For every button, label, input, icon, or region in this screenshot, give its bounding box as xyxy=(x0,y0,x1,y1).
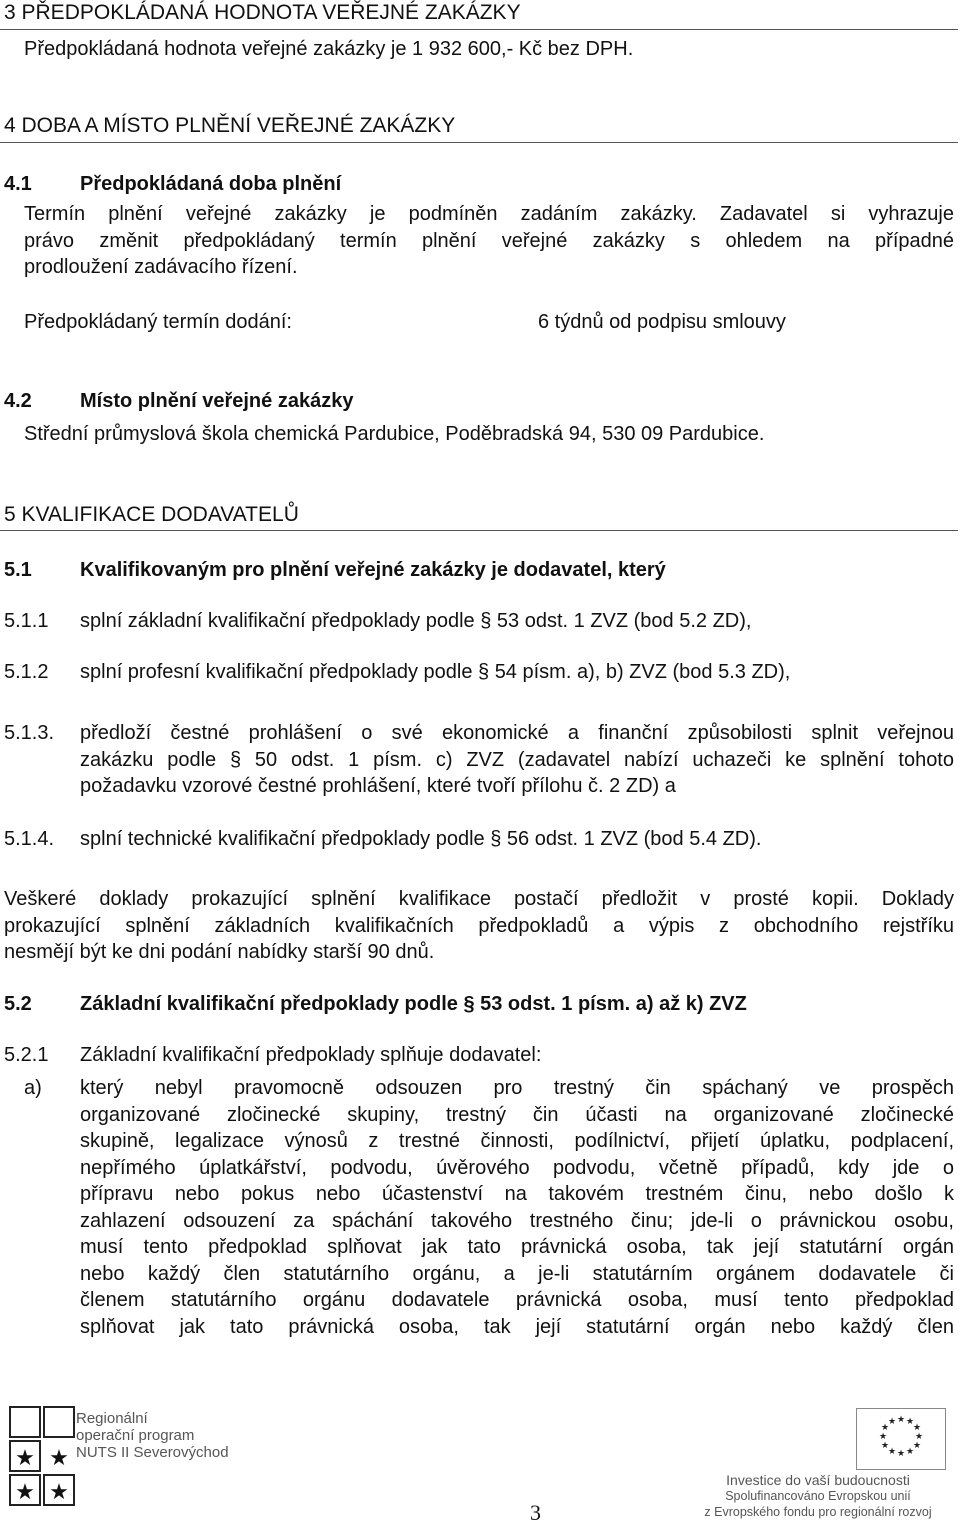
rop-line: NUTS II Severovýchod xyxy=(76,1444,229,1461)
svg-text:★: ★ xyxy=(49,1480,69,1505)
item-text: splní základní kvalifikační předpoklady podle § 53 odst. 1 ZVZ (bod 5.2 ZD), xyxy=(80,610,752,632)
svg-text:★: ★ xyxy=(905,1417,915,1427)
section-4-1-number: 4.1 xyxy=(4,173,32,195)
svg-text:★: ★ xyxy=(905,1447,915,1457)
delivery-term-label: Předpokládaný termín dodání: xyxy=(24,311,292,333)
heading-rule xyxy=(0,530,958,531)
paragraph-line: nepřímého úplatkářství, podvodu, úvěrového podvodu, včetně případů, kdy jde o xyxy=(80,1156,954,1179)
item-5-1-3-paragraph xyxy=(80,720,954,800)
section-3-heading: 3 PŘEDPOKLÁDANÁ HODNOTA VEŘEJNÉ ZAKÁZKY xyxy=(4,1,521,24)
heading-rule xyxy=(0,29,958,30)
paragraph-line: musí tento předpoklad splňovat jak tato právnická osoba, tak její statutární orgán xyxy=(80,1236,954,1258)
section-5-1-title: Kvalifikovaným pro plnění veřejné zakázky je dodavatel, který xyxy=(80,559,666,581)
item-text: splní profesní kvalifikační předpoklady podle § 54 písm. a), b) ZVZ (bod 5.3 ZD), xyxy=(80,661,791,683)
item-number: 5.1.3. xyxy=(4,722,55,744)
paragraph-line: členem statutárního orgánu dodavatele právnická osoba, musí tento předpoklad xyxy=(80,1289,954,1311)
section-4-1-title: Předpokládaná doba plnění xyxy=(80,173,342,195)
item-a-paragraph xyxy=(80,1075,954,1340)
item-number: 5.1.4. xyxy=(4,828,55,850)
paragraph-line: prokazující splnění základních kvalifikačních předpokladů a výpis z obchodního rejstříku xyxy=(4,914,954,937)
paragraph-line: předloží čestné prohlášení o své ekonomické a finanční způsobilosti splnit veřejnou xyxy=(80,722,954,744)
eu-logo-text xyxy=(686,1472,950,1520)
paragraph-line: zahlazení odsouzení za spáchání takového trestného činu; jde-li o právnickou osobu, xyxy=(80,1209,954,1232)
paragraph-line: právo změnit předpokládaný termín plnění veřejné zakázky s ohledem na případné xyxy=(24,229,954,252)
paragraph-line: nesmějí být ke dni podání nabídky starší 90 dnů. xyxy=(4,941,435,963)
svg-text:★: ★ xyxy=(15,1480,35,1505)
delivery-term-value: 6 týdnů od podpisu smlouvy xyxy=(538,311,786,333)
documents-paragraph xyxy=(4,886,954,966)
svg-text:★: ★ xyxy=(887,1447,897,1457)
eu-line: z Evropského fondu pro regionální rozvoj xyxy=(704,1505,932,1519)
eu-flag-icon xyxy=(856,1408,946,1470)
section-4-2-number: 4.2 xyxy=(4,390,32,412)
section-5-2-number: 5.2 xyxy=(4,993,32,1015)
svg-text:★: ★ xyxy=(49,1446,69,1471)
section-5-2-title: Základní kvalifikační předpoklady podle § 53 odst. 1 písm. a) až k) ZVZ xyxy=(80,993,747,1015)
paragraph-line: prodloužení zadávacího řízení. xyxy=(24,256,298,278)
item-number: 5.1.1 xyxy=(4,610,49,632)
section-4-1-paragraph xyxy=(24,201,954,281)
paragraph-line: nebo každý člen statutárního orgánu, a je-li statutárním orgánem dodavatele či xyxy=(80,1262,954,1285)
paragraph-line: zakázku podle § 50 odst. 1 písm. c) ZVZ (zadavatel nabízí uchazeči ke splnění tohoto xyxy=(80,748,954,771)
rop-logo xyxy=(8,1405,80,1523)
eu-line: Spolufinancováno Evropskou unií xyxy=(725,1489,911,1503)
paragraph-line: přípravu nebo pokus nebo účastenství na takovém trestném činu, nebo došlo k xyxy=(80,1183,954,1205)
heading-rule xyxy=(0,142,958,143)
item-text: splní technické kvalifikační předpoklady podle § 56 odst. 1 ZVZ (bod 5.4 ZD). xyxy=(80,828,762,850)
section-4-2-title: Místo plnění veřejné zakázky xyxy=(80,390,354,412)
svg-text:★: ★ xyxy=(878,1432,888,1442)
estimated-value-text: Předpokládaná hodnota veřejné zakázky je 1 932 600,- Kč bez DPH. xyxy=(24,38,634,60)
rop-line: operační program xyxy=(76,1427,195,1444)
section-4-heading: 4 DOBA A MÍSTO PLNĚNÍ VEŘEJNÉ ZAKÁZKY xyxy=(4,114,456,137)
eu-line: Investice do vaší budoucnosti xyxy=(726,1472,910,1488)
item-number: 5.1.2 xyxy=(4,661,49,683)
section-5-2-1-number: 5.2.1 xyxy=(4,1044,49,1066)
rop-logo-graphic xyxy=(8,1405,80,1523)
place-of-performance-text: Střední průmyslová škola chemická Pardubice, Poděbradská 94, 530 09 Pardubice. xyxy=(24,423,765,445)
rop-line: Regionální xyxy=(76,1410,148,1427)
paragraph-line: požadavku vzorové čestné prohlášení, které tvoří přílohu č. 2 ZD) a xyxy=(80,775,676,797)
svg-text:★: ★ xyxy=(15,1446,35,1471)
paragraph-line: organizované zločinecké skupiny, trestný čin účasti na organizované zločinecké xyxy=(80,1103,954,1126)
svg-text:★: ★ xyxy=(887,1417,897,1427)
eu-stars-icon xyxy=(857,1409,945,1469)
page-number: 3 xyxy=(530,1500,541,1525)
section-5-1-number: 5.1 xyxy=(4,559,32,581)
rop-logo-text xyxy=(76,1410,229,1461)
paragraph-line: splňovat jak tato právnická osoba, tak její statutární orgán nebo každý člen xyxy=(80,1315,954,1338)
list-label-a: a) xyxy=(24,1077,42,1099)
paragraph-line: Termín plnění veřejné zakázky je podmíněn zadáním zakázky. Zadavatel si vyhrazuje xyxy=(24,203,954,225)
svg-text:★: ★ xyxy=(896,1415,906,1425)
svg-text:★: ★ xyxy=(912,1441,922,1451)
section-5-heading: 5 KVALIFIKACE DODAVATELŮ xyxy=(4,503,299,526)
svg-text:★: ★ xyxy=(896,1449,906,1459)
section-5-2-1-text: Základní kvalifikační předpoklady splňuje dodavatel: xyxy=(80,1044,542,1066)
paragraph-line: skupině, legalizace výnosů z trestné činnosti, podílnictví, přijetí úplatku, podplacení, xyxy=(80,1130,954,1152)
paragraph-line: Veškeré doklady prokazující splnění kvalifikace postačí předložit v prosté kopii. Doklady xyxy=(4,888,954,910)
svg-text:★: ★ xyxy=(914,1432,924,1442)
paragraph-line: který nebyl pravomocně odsouzen pro trestný čin spáchaný ve prospěch xyxy=(80,1077,954,1099)
svg-text:★: ★ xyxy=(912,1423,922,1433)
svg-text:★: ★ xyxy=(880,1441,890,1451)
svg-text:★: ★ xyxy=(880,1423,890,1433)
